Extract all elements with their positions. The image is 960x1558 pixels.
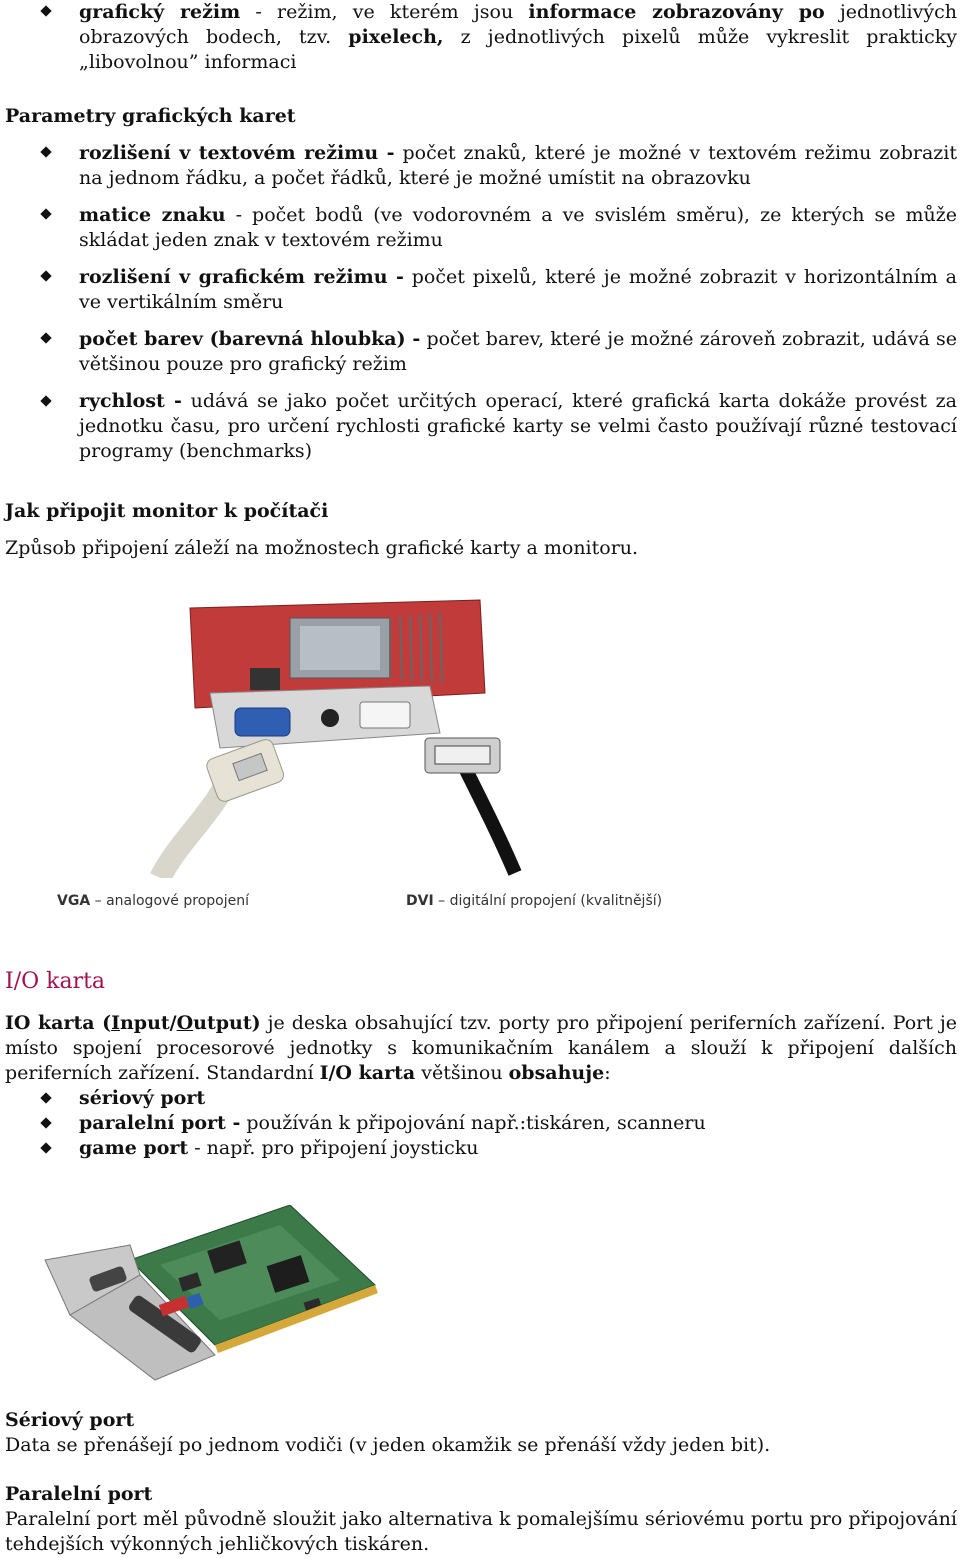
bullet-icon <box>40 332 52 344</box>
term: rychlost - <box>79 390 182 412</box>
term: IO karta ( <box>5 1012 112 1034</box>
text: většinou <box>415 1062 509 1084</box>
term: game port <box>79 1137 189 1159</box>
dvi-label: DVI <box>406 893 434 909</box>
graphics-mode-item <box>79 0 957 75</box>
term: rozlišení v grafickém režimu - <box>79 266 404 288</box>
text: : <box>604 1062 611 1084</box>
term: rozlišení v textovém režimu - <box>79 142 395 164</box>
term: obsahuje <box>508 1062 605 1084</box>
bullet-icon <box>40 1117 52 1129</box>
dvi-description: – digitální propojení (kvalitnější) <box>433 893 663 909</box>
bullet-icon <box>40 208 52 220</box>
bullet-icon <box>40 1092 52 1104</box>
param-item-speed <box>79 389 957 464</box>
vga-label: VGA <box>57 893 91 909</box>
param-item-graphics-resolution <box>79 265 957 315</box>
parallel-heading: Paralelní port <box>5 1483 153 1505</box>
term: grafický režim <box>79 1 241 23</box>
io-item-game <box>79 1136 957 1161</box>
io-card-photo <box>40 1205 380 1385</box>
bullet-icon <box>40 146 52 158</box>
term: počet barev (barevná hloubka) - <box>79 328 421 350</box>
text: počet pixelů, které je možné zobrazit v horizontálním a ve vertikálním směru <box>79 266 958 313</box>
vga-description: – analogové propojení <box>90 893 249 909</box>
text: - režim, ve kterém jsou <box>240 1 529 23</box>
bullet-icon <box>40 5 52 17</box>
text: používán k připojování např.:tiskáren, scanneru <box>240 1112 706 1134</box>
text: počet znaků, které je možné v textovém režimu zobrazit na jednom řádku, a počet řádků, které je možné umístit na obrazovku <box>79 142 957 189</box>
parallel-text: Paralelní port měl původně sloužit jako alternativa k pomalejšímu sériovému portu pro připojování tehdejších výkonných jehličkových tiskáren. <box>5 1508 957 1555</box>
term: utput) <box>193 1012 261 1034</box>
io-paragraph <box>5 1011 957 1086</box>
serial-heading: Sériový port <box>5 1409 135 1431</box>
io-heading: I/O karta <box>5 969 106 994</box>
vga-caption <box>57 889 249 914</box>
text: je deska obsahující tzv. porty pro připojení periferních zařízení. Port je místo spojení procesorové jednotky s komunikačním kanálem a slouží k připojení dalších periferních zařízení. Standardní <box>5 1012 957 1084</box>
graphics-card-photo <box>140 598 530 878</box>
bullet-icon <box>40 1142 52 1154</box>
monitor-heading: Jak připojit monitor k počítači <box>5 500 329 522</box>
param-item-text-resolution <box>79 141 957 191</box>
io-item-parallel <box>79 1111 957 1136</box>
term: O <box>176 1012 194 1034</box>
dvi-caption <box>406 889 662 914</box>
serial-text: Data se přenášejí po jednom vodiči (v jeden okamžik se přenáší vždy jeden bit). <box>5 1434 771 1456</box>
term: nput/ <box>119 1012 177 1034</box>
param-item-char-matrix <box>79 203 957 253</box>
term: sériový port <box>79 1087 206 1109</box>
term: I <box>111 1012 120 1034</box>
term: paralelní port - <box>79 1112 241 1134</box>
monitor-text: Způsob připojení záleží na možnostech grafické karty a monitoru. <box>5 537 639 559</box>
bullet-icon <box>40 395 52 407</box>
term: pixelech, <box>348 26 444 48</box>
term: matice znaku <box>79 204 226 226</box>
param-item-color-depth <box>79 327 957 377</box>
bullet-icon <box>40 270 52 282</box>
text: - např. pro připojení joysticku <box>188 1137 479 1159</box>
text: z jednotlivých pixelů může vykreslit prakticky „libovolnou” informaci <box>79 26 957 73</box>
text: udává se jako počet určitých operací, které grafická karta dokáže provést za jednotku času, pro určení rychlosti grafické karty se velmi často používají různé testovací programy (benchmarks) <box>79 390 957 462</box>
params-heading: Parametry grafických karet <box>5 105 296 127</box>
text: - počet bodů (ve vodorovném a ve svislém směru), ze kterých se může skládat jeden znak v textovém režimu <box>79 204 958 251</box>
text: jednotlivých obrazových bodech, tzv. <box>79 1 957 48</box>
io-item-serial <box>79 1086 957 1111</box>
term: informace zobrazovány po <box>528 1 825 23</box>
text: počet barev, které je možné zároveň zobrazit, udává se většinou pouze pro grafický režim <box>79 328 957 375</box>
term: I/O karta <box>319 1062 416 1084</box>
